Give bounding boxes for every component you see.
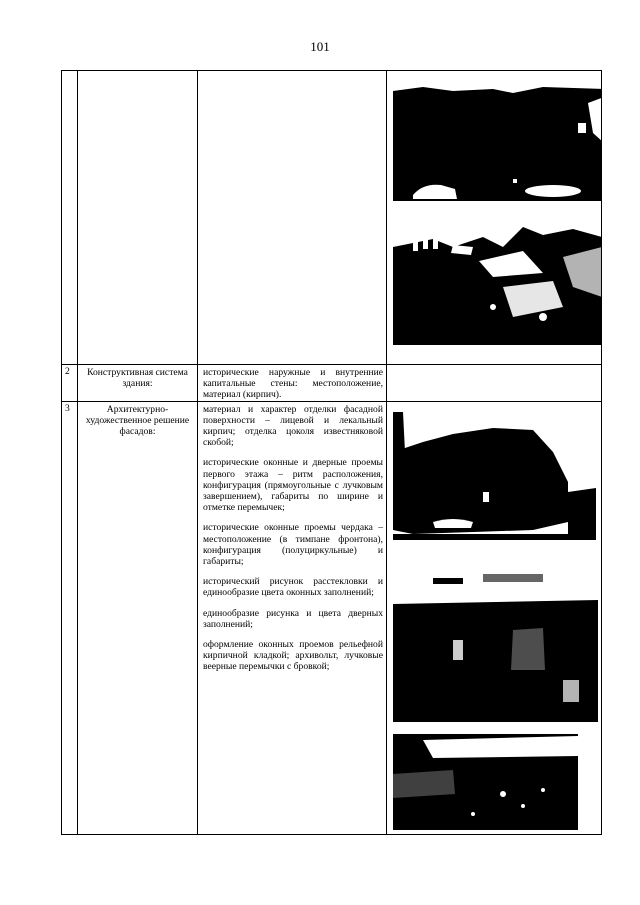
row-photos xyxy=(387,365,602,402)
table-row-3 xyxy=(62,401,602,834)
photo-building-trees xyxy=(393,217,602,345)
page-number: 101 xyxy=(310,39,330,54)
heritage-table xyxy=(61,70,602,835)
table-row-1-continued xyxy=(62,71,602,365)
description-paragraph: исторические оконные проемы чердака – местоположение (в тимпане фронтона), конфигурация (полуциркульные) и габариты; xyxy=(203,522,383,568)
description-paragraph: оформление оконных проемов рельефной кирпичной кладкой; архивольт, лучковые веерные перемычки с бровкой; xyxy=(203,639,383,673)
row-photos xyxy=(387,401,602,834)
photo-street-view-image xyxy=(393,83,602,203)
row-number: 3 xyxy=(62,401,78,834)
row-description xyxy=(198,71,387,365)
description-paragraph: материал и характер отделки фасадной поверхности – лицевой и лекальный кирпич; отделка цоколя известняковой скобой; xyxy=(203,403,383,449)
photo-facade-3 xyxy=(393,734,578,830)
description-paragraph: единообразие рисунка и цвета дверных заполнений; xyxy=(203,607,383,630)
photo-building-trees-image xyxy=(393,217,602,345)
description-paragraph: исторический рисунок расстекловки и единообразие цвета оконных заполнений; xyxy=(203,576,383,599)
description-paragraph: исторические наружные и внутренние капитальные стены: местоположение, материал (кирпич). xyxy=(203,367,383,401)
row-photos xyxy=(387,71,602,365)
photo-facade-1 xyxy=(393,412,596,540)
photo-facade-3-image xyxy=(393,734,578,830)
photo-facade-2 xyxy=(393,570,598,722)
table-row-2 xyxy=(62,365,602,402)
photo-street-view xyxy=(393,83,602,203)
row-title: Архитектурно-художественное решение фасадов: xyxy=(78,401,198,834)
row-number: 2 xyxy=(62,365,78,402)
photo-facade-2-image xyxy=(393,570,598,722)
row-description xyxy=(198,365,387,402)
row-title xyxy=(78,71,198,365)
row-number xyxy=(62,71,78,365)
description-paragraph: исторические оконные и дверные проемы первого этажа – ритм расположения, конфигурация (прямоугольные с лучковым завершением), габариты по ширине и отметке перемычек; xyxy=(203,457,383,514)
row-title: Конструктивная система здания: xyxy=(78,365,198,402)
row-description xyxy=(198,401,387,834)
photo-facade-1-image xyxy=(393,412,596,540)
